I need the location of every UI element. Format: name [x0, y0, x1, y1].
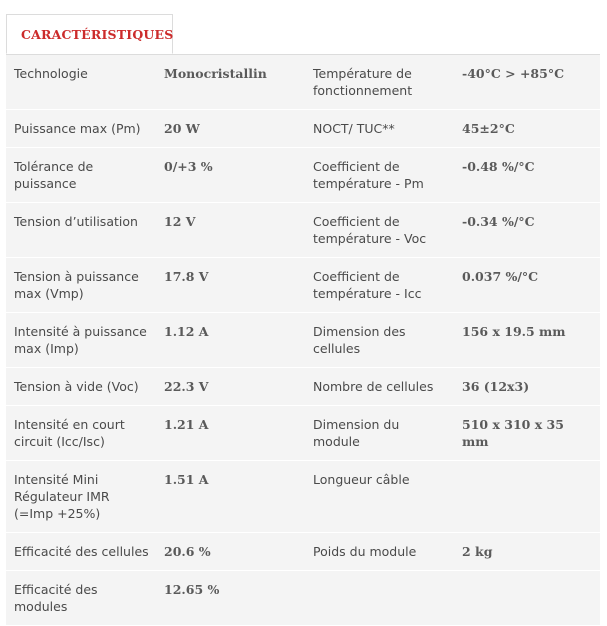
spec-value: 156 x 19.5 mm: [454, 313, 600, 368]
table-row: [6, 203, 600, 258]
spec-label: Poids du module: [305, 533, 454, 571]
spec-label: Tolérance de puissance: [6, 148, 156, 203]
spec-value: 1.21 A: [156, 406, 305, 461]
spec-label: Tension à vide (Voc): [6, 368, 156, 406]
spec-label: Efficacité des modules: [6, 571, 156, 626]
characteristics-panel: [6, 14, 600, 626]
table-row: [6, 461, 600, 533]
table-row: [6, 258, 600, 313]
spec-label: Coefficient de température - Icc: [305, 258, 454, 313]
table-row: [6, 313, 600, 368]
table-row: [6, 533, 600, 571]
spec-value: 45±2°C: [454, 110, 600, 148]
spec-value: -40°C > +85°C: [454, 55, 600, 110]
table-row: [6, 110, 600, 148]
spec-value: [454, 571, 600, 626]
spec-label: Intensité à puissance max (Imp): [6, 313, 156, 368]
spec-value: 20.6 %: [156, 533, 305, 571]
spec-value: Monocristallin: [156, 55, 305, 110]
spec-value: 1.12 A: [156, 313, 305, 368]
table-row: [6, 368, 600, 406]
spec-value: 17.8 V: [156, 258, 305, 313]
spec-label: Nombre de cellules: [305, 368, 454, 406]
spec-value: 2 kg: [454, 533, 600, 571]
spec-label: [305, 571, 454, 626]
specs-table: [6, 55, 600, 626]
spec-label: NOCT/ TUC**: [305, 110, 454, 148]
spec-label: Efficacité des cellules: [6, 533, 156, 571]
spec-value: 0.037 %/°C: [454, 258, 600, 313]
tab-bar: [6, 14, 600, 55]
spec-value: 12.65 %: [156, 571, 305, 626]
table-row: [6, 55, 600, 110]
spec-value: 12 V: [156, 203, 305, 258]
spec-value: 36 (12x3): [454, 368, 600, 406]
spec-label: Coefficient de température - Pm: [305, 148, 454, 203]
spec-value: -0.48 %/°C: [454, 148, 600, 203]
spec-label: Technologie: [6, 55, 156, 110]
spec-label: Puissance max (Pm): [6, 110, 156, 148]
spec-label: Dimension des cellules: [305, 313, 454, 368]
spec-value: 0/+3 %: [156, 148, 305, 203]
spec-value: -0.34 %/°C: [454, 203, 600, 258]
spec-label: Intensité Mini Régulateur IMR (=Imp +25%): [6, 461, 156, 533]
spec-label: Dimension du module: [305, 406, 454, 461]
table-row: [6, 148, 600, 203]
spec-label: Tension à puissance max (Vmp): [6, 258, 156, 313]
spec-label: Intensité en court circuit (Icc/Isc): [6, 406, 156, 461]
table-row: [6, 571, 600, 626]
spec-value: 1.51 A: [156, 461, 305, 533]
spec-value: 22.3 V: [156, 368, 305, 406]
spec-label: Coefficient de température - Voc: [305, 203, 454, 258]
spec-label: Température de fonctionnement: [305, 55, 454, 110]
spec-value: [454, 461, 600, 533]
tab-caracteristiques[interactable]: CARACTÉRISTIQUES: [6, 14, 173, 54]
spec-label: Tension d’utilisation: [6, 203, 156, 258]
spec-value: 510 x 310 x 35 mm: [454, 406, 600, 461]
spec-label: Longueur câble: [305, 461, 454, 533]
table-row: [6, 406, 600, 461]
spec-value: 20 W: [156, 110, 305, 148]
